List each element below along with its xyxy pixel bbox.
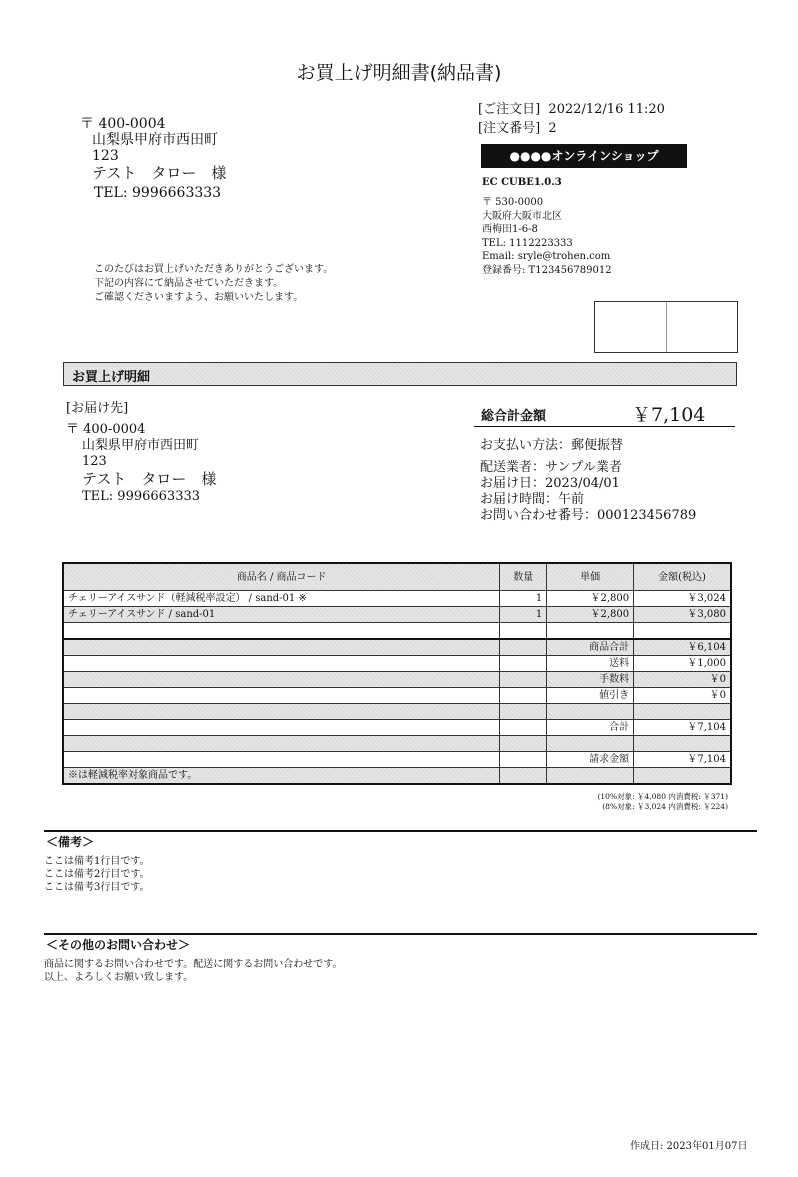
total-underline xyxy=(474,426,735,427)
item-amount: ￥3,080 xyxy=(634,607,731,623)
remarks-line: ここは備考2行目です。 xyxy=(44,869,150,880)
greeting-line: このたびはお買上げいただきありがとうございます。 xyxy=(94,264,334,275)
customer-address1: 山梨県甲府市西田町 xyxy=(92,132,218,148)
created-date: 作成日: 2023年01月07日 xyxy=(630,1141,748,1152)
customer-address xyxy=(80,116,226,201)
shop-company: EC CUBE1.0.3 xyxy=(482,177,562,188)
shop-zip: 〒 530-0000 xyxy=(482,197,544,208)
section-header xyxy=(63,362,737,386)
customer-address2: 123 xyxy=(92,148,119,164)
delivery-label: [お届け先] xyxy=(66,401,129,416)
contact-line: 商品に関するお問い合わせです。配送に関するお問い合わせです。 xyxy=(44,959,343,970)
stamp-box xyxy=(594,301,738,353)
order-date-label: [ご注文日] xyxy=(478,102,541,117)
summary-value: ￥7,104 xyxy=(634,752,731,768)
remarks-section xyxy=(44,830,757,894)
summary-value xyxy=(634,704,731,720)
summary-row xyxy=(63,672,731,688)
greeting-line: ご確認くださいますよう、お願いいたします。 xyxy=(94,292,304,303)
summary-row xyxy=(63,720,731,736)
summary-value xyxy=(634,736,731,752)
delivery-carrier: 配送業者：サンプル業者 xyxy=(480,460,622,475)
summary-label: 商品合計 xyxy=(547,639,634,656)
tracking-number: お問い合わせ番号：000123456789 xyxy=(480,508,697,523)
header-product: 商品名 / 商品コード xyxy=(63,563,500,591)
remarks-rule xyxy=(44,830,757,832)
order-number-label: [注文番号] xyxy=(478,121,541,136)
delivery-address xyxy=(66,401,216,505)
greeting-message xyxy=(94,263,333,305)
delivery-address2: 123 xyxy=(82,454,107,469)
total-label: 総合計金額 xyxy=(481,409,547,424)
contact-rule xyxy=(44,933,757,935)
tax-notes xyxy=(597,792,728,812)
item-name: チェリーアイスサンド / sand-01 xyxy=(63,607,500,623)
footnote-row xyxy=(63,768,731,785)
payment-method: お支払い方法：郵便振替 xyxy=(480,438,624,453)
delivery-name: テスト タロー 様 xyxy=(82,470,217,488)
section-title: お買上げ明細 xyxy=(72,370,151,385)
header-unit-price: 単価 xyxy=(547,563,634,591)
greeting-line: 下記の内容にて納品させていただきます。 xyxy=(94,278,284,289)
item-qty: 1 xyxy=(500,591,547,607)
shop-banner: ●●●●オンラインショップ xyxy=(481,144,687,168)
page-title: お買上げ明細書(納品書) xyxy=(296,62,502,84)
summary-row xyxy=(63,704,731,720)
payment-info xyxy=(480,438,696,524)
contact-line: 以上、よろしくお願い致します。 xyxy=(44,972,194,983)
shop-tel: TEL: 1112223333 xyxy=(482,237,573,249)
summary-row xyxy=(63,688,731,704)
shop-email: Email: sryle@trohen.com xyxy=(482,251,611,262)
total-value: ￥7,104 xyxy=(632,404,706,426)
shop-info xyxy=(482,176,612,277)
order-number-value: 2 xyxy=(548,121,557,136)
summary-value: ￥1,000 xyxy=(634,656,731,672)
remarks-title: ＜備考＞ xyxy=(46,835,95,849)
summary-row xyxy=(63,639,731,656)
item-price: ￥2,800 xyxy=(547,591,634,607)
summary-value: ￥7,104 xyxy=(634,720,731,736)
summary-row xyxy=(63,752,731,768)
tax-note-10: (10%対象: ￥4,080 内消費税: ￥371) xyxy=(597,792,728,801)
summary-value: ￥6,104 xyxy=(634,639,731,656)
summary-row xyxy=(63,736,731,752)
delivery-time: お届け時間：午前 xyxy=(480,492,585,507)
delivery-zip: 〒 400-0004 xyxy=(66,422,146,437)
item-price: ￥2,800 xyxy=(547,607,634,623)
delivery-date: お届け日：2023/04/01 xyxy=(480,476,620,491)
summary-value: ￥0 xyxy=(634,688,731,704)
order-date-value: 2022/12/16 11:20 xyxy=(548,102,665,117)
order-info xyxy=(478,100,665,138)
shop-registration: 登録番号: T123456789012 xyxy=(482,264,612,276)
customer-name: テスト タロー 様 xyxy=(92,164,227,182)
summary-value xyxy=(634,623,731,640)
remarks-line: ここは備考3行目です。 xyxy=(44,882,150,893)
summary-label xyxy=(547,736,634,752)
summary-row xyxy=(63,656,731,672)
table-footnote: ※は軽減税率対象商品です。 xyxy=(63,768,500,785)
item-qty: 1 xyxy=(500,607,547,623)
header-quantity: 数量 xyxy=(500,563,547,591)
summary-label xyxy=(547,623,634,640)
summary-label: 手数料 xyxy=(547,672,634,688)
summary-label xyxy=(547,704,634,720)
item-amount: ￥3,024 xyxy=(634,591,731,607)
summary-label: 値引き xyxy=(547,688,634,704)
shop-address1: 大阪府大阪市北区 xyxy=(482,210,562,222)
delivery-address1: 山梨県甲府市西田町 xyxy=(82,438,200,453)
customer-tel: TEL: 9996663333 xyxy=(94,185,222,201)
items-table xyxy=(62,562,732,785)
summary-value: ￥0 xyxy=(634,672,731,688)
item-name: チェリーアイスサンド（軽減税率設定） / sand-01 ※ xyxy=(63,591,500,607)
remarks-line: ここは備考1行目です。 xyxy=(44,856,150,867)
delivery-tel: TEL: 9996663333 xyxy=(82,489,201,504)
table-row xyxy=(63,607,731,623)
summary-label: 合計 xyxy=(547,720,634,736)
shop-address2: 西梅田1-6-8 xyxy=(482,224,538,235)
summary-label: 送料 xyxy=(547,656,634,672)
customer-zip: 〒 400-0004 xyxy=(80,116,166,132)
contact-title: ＜その他のお問い合わせ＞ xyxy=(46,938,191,952)
tax-note-8: (8%対象: ￥3,024 内消費税: ￥224) xyxy=(602,802,728,811)
table-row xyxy=(63,591,731,607)
header-amount: 金額(税込) xyxy=(634,563,731,591)
summary-label: 請求金額 xyxy=(547,752,634,768)
table-header-row xyxy=(63,563,731,591)
contact-section xyxy=(44,933,757,984)
summary-row xyxy=(63,623,731,640)
